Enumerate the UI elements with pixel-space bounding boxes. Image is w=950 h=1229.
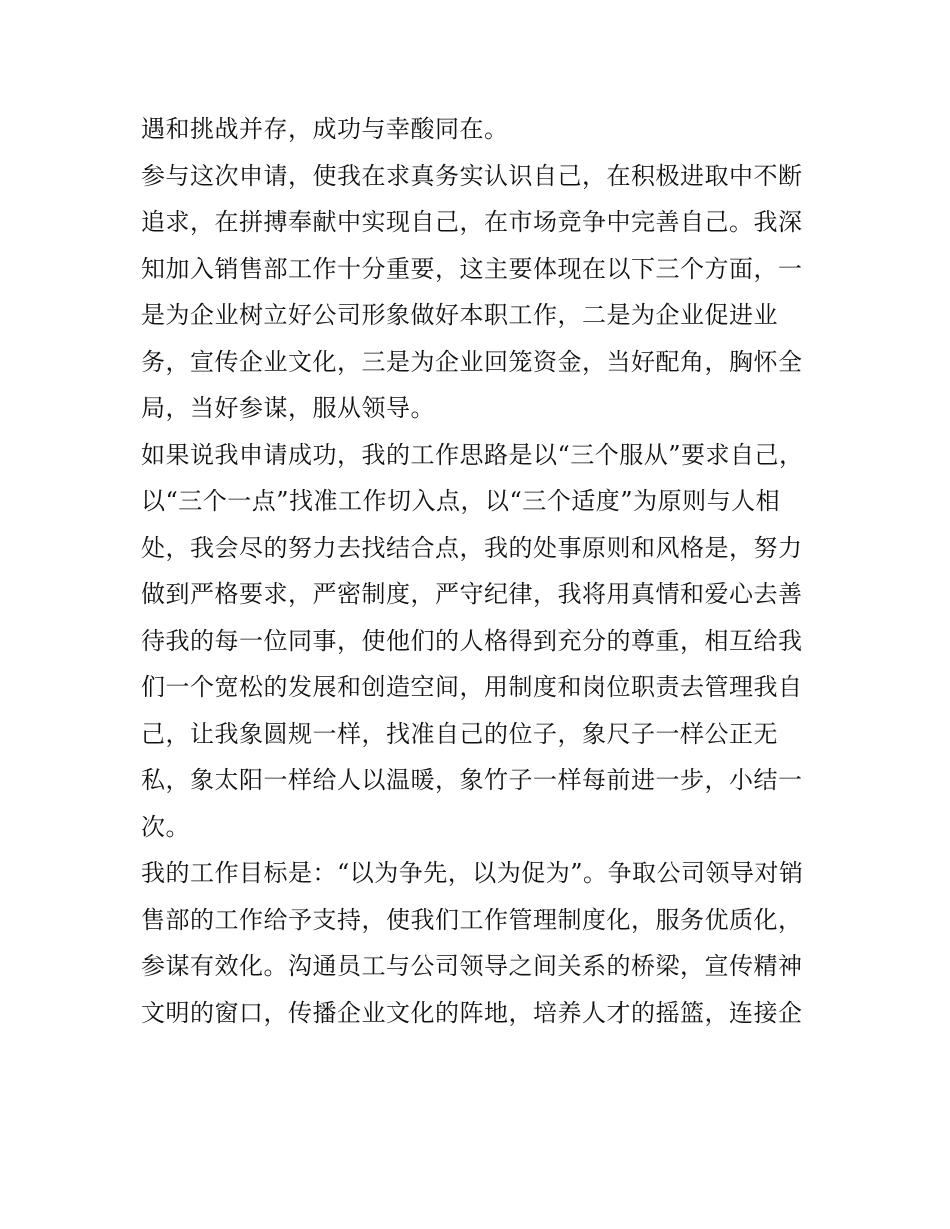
text-line: 追求，在拼搏奉献中实现自己，在市场竞争中完善自己。我深 [141,208,803,236]
text-line: 遇和挑战并存，成功与幸酸同在。 [141,115,509,143]
text-line: 以“三个一点”找准工作切入点，以“三个适度”为原则与人相 [141,487,781,515]
text-line: 文明的窗口，传播企业文化的阵地，培养人才的摇篮，连接企 [141,998,803,1027]
text-line: 私，象太阳一样给人以温暖，象竹子一样每前进一步，小结一 [141,766,803,794]
text-line: 待我的每一位同事，使他们的人格得到充分的尊重，相互给我 [141,626,803,655]
text-line: 处，我会尽的努力去找结合点，我的处事原则和风格是，努力 [141,533,803,562]
text-line: 局，当好参谋，服从领导。 [141,394,435,422]
text-line: 己，让我象圆规一样，找准自己的位子，象尺子一样公正无 [141,719,778,748]
text-line: 参谋有效化。沟通员工与公司领导之间关系的桥梁，宣传精神 [141,952,803,980]
text-line: 做到严格要求，严密制度，严守纪律，我将用真情和爱心去善 [141,580,803,608]
text-line: 我的工作目标是：“以为争先，以为促为”。争取公司领导对销 [141,859,804,887]
text-line: 务，宣传企业文化，三是为企业回笼资金，当好配角，胸怀全 [141,347,803,376]
text-line: 是为企业树立好公司形象做好本职工作，二是为企业促进业 [141,301,778,329]
text-line: 们一个宽松的发展和创造空间，用制度和岗位职责去管理我自 [141,673,803,701]
body-text [141,106,821,1036]
text-line: 次。 [141,812,190,841]
text-line: 知加入销售部工作十分重要，这主要体现在以下三个方面，一 [141,254,803,283]
text-line: 如果说我申请成功，我的工作思路是以“三个服从”要求自己， [141,440,804,469]
text-line: 参与这次申请，使我在求真务实认识自己，在积极进取中不断 [141,161,803,190]
text-line: 售部的工作给予支持，使我们工作管理制度化，服务优质化， [141,905,803,934]
